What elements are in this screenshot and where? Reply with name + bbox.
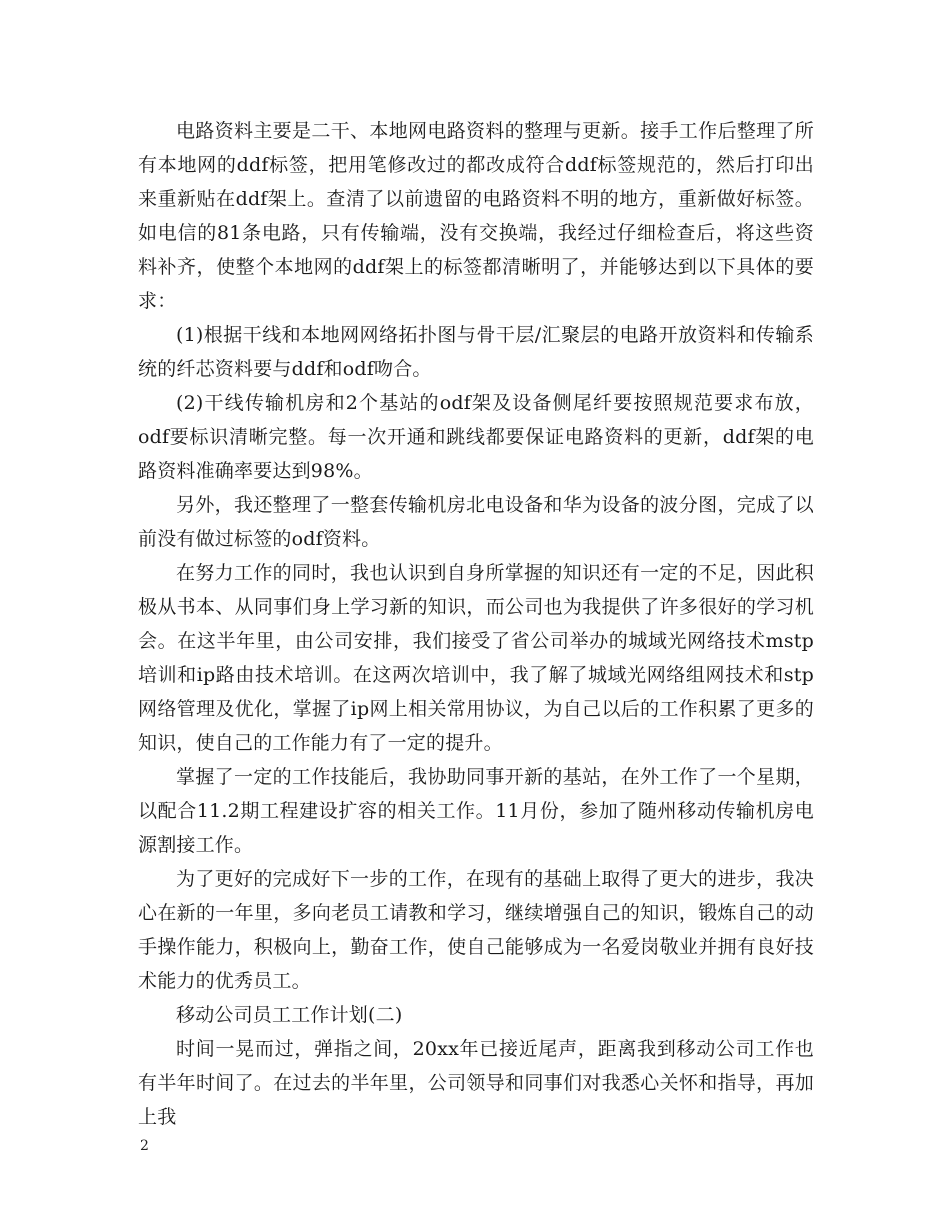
- paragraph-requirement-1: (1)根据干线和本地网网络拓扑图与骨干层/汇聚层的电路开放资料和传输系统的纤芯资料要与ddf和odf吻合。: [138, 324, 814, 380]
- paragraph-requirement-2: (2)干线传输机房和2个基站的odf架及设备侧尾纤要按照规范要求布放，odf要标识清晰完整。每一次开通和跳线都要保证电路资料的更新，ddf架的电路资料准确率要达到98%。: [138, 392, 814, 482]
- paragraph-base-station: 掌握了一定的工作技能后，我协助同事开新的基站，在外工作了一个星期，以配合11.2期工程建设扩容的相关工作。11月份，参加了随州移动传输机房电源割接工作。: [138, 766, 814, 856]
- paragraph-circuit-data: 电路资料主要是二干、本地网电路资料的整理与更新。接手工作后整理了所有本地网的ddf标签，把用笔修改过的都改成符合ddf标签规范的，然后打印出来重新贴在ddf架上。查清了以前遗留的电路资料不明的地方，重新做好标签。如电信的81条电路，只有传输端，没有交换端，我经过仔细检查后，将这些资料补齐，使整个本地网的ddf架上的标签都清晰明了，并能够达到以下具体的要求：: [138, 120, 814, 312]
- paragraph-training: 在努力工作的同时，我也认识到自身所掌握的知识还有一定的不足，因此积极从书本、从同事们身上学习新的知识，而公司也为我提供了许多很好的学习机会。在这半年里，由公司安排，我们接受了省公司举办的城域光网络技术mstp培训和ip路由技术培训。在这两次培训中，我了解了城域光网络组网技术和stp网络管理及优化，掌握了ip网上相关常用协议，为自己以后的工作积累了更多的知识，使自己的工作能力有了一定的提升。: [138, 562, 814, 754]
- paragraph-future-plan: 为了更好的完成好下一步的工作，在现有的基础上取得了更大的进步，我决心在新的一年里，多向老员工请教和学习，继续增强自己的知识，锻炼自己的动手操作能力，积极向上，勤奋工作，使自己能够成为一名爱岗敬业并拥有良好技术能力的优秀员工。: [138, 868, 814, 992]
- page-number: 2: [140, 1138, 149, 1154]
- document-body: [138, 114, 814, 1134]
- paragraph-second-plan-intro: 时间一晃而过，弹指之间，20xx年已接近尾声，距离我到移动公司工作也有半年时间了。在过去的半年里，公司领导和同事们对我悉心关怀和指导，再加上我: [138, 1038, 814, 1128]
- paragraph-wavelength-map: 另外，我还整理了一整套传输机房北电设备和华为设备的波分图，完成了以前没有做过标签的odf资料。: [138, 494, 814, 550]
- section-heading: 移动公司员工工作计划(二): [176, 1004, 403, 1026]
